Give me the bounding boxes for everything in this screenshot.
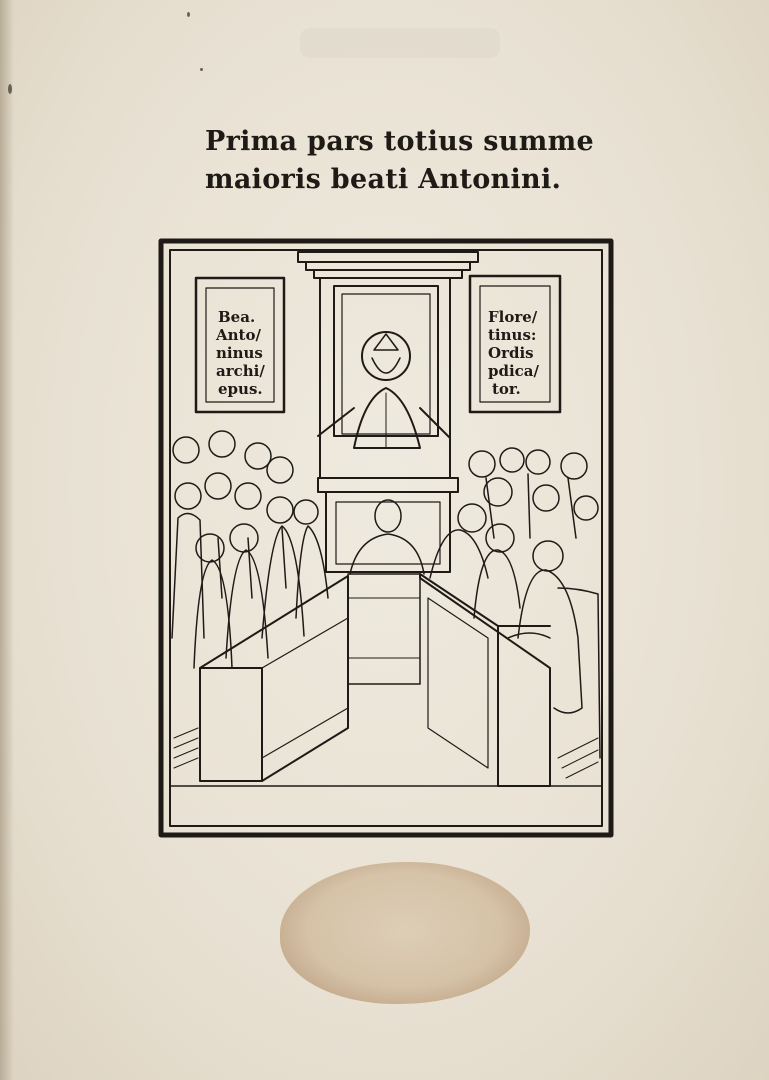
page-title <box>205 123 605 199</box>
woodcut-illustration <box>158 238 614 838</box>
ink-speck <box>187 12 190 17</box>
plaque-left <box>215 308 265 398</box>
plaque-left-line-4: archi/ <box>216 362 265 380</box>
plaque-right-line-2: tinus: <box>488 326 537 344</box>
plaque-left-line-2: Anto/ <box>216 326 261 344</box>
show-through-text <box>300 28 500 58</box>
plaque-right-line-4: pdica/ <box>488 362 540 380</box>
plaque-left-line-1: Bea. <box>218 308 256 326</box>
plaque-left-line-3: ninus <box>216 344 263 362</box>
title-line-2: maioris beati Antonini. <box>205 164 562 195</box>
ink-speck <box>8 84 12 94</box>
plaque-right-line-1: Flore/ <box>488 308 538 326</box>
plaque-right <box>488 308 540 398</box>
plaque-left-line-5: epus. <box>218 380 263 398</box>
gutter-shadow <box>0 0 14 1080</box>
plaque-right-line-3: Ordis <box>488 344 534 362</box>
plaque-right-line-5: tor. <box>492 380 521 398</box>
water-stain <box>280 862 530 1004</box>
ink-speck <box>200 68 203 71</box>
title-line-1: Prima pars totius summe <box>205 126 594 157</box>
